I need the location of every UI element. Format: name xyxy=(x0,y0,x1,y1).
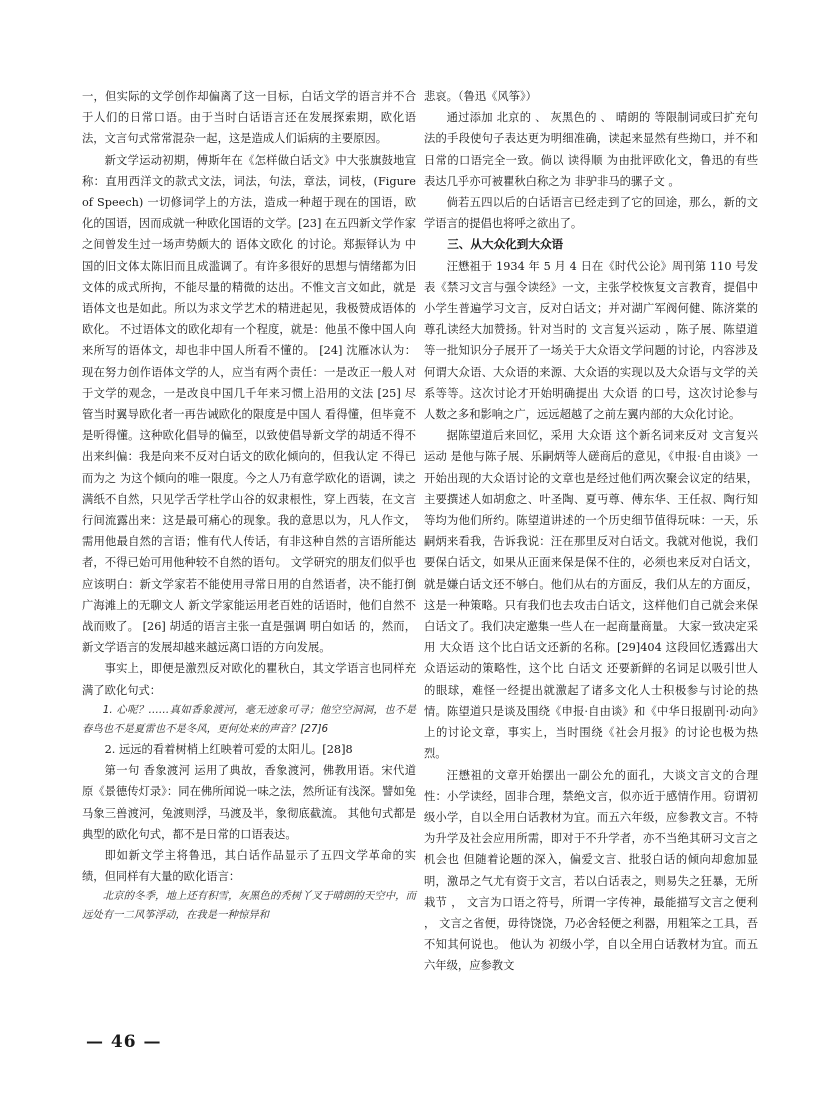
page-number: — 46 — xyxy=(86,1032,162,1052)
paragraph: 一，但实际的文学创作却偏离了这一目标，白话文学的语言并不合于人们的日常口语。由于当时白话语言还在发展探索期，欧化语法，文言句式常常混杂一起，这是造成人们诟病的主要原因。 xyxy=(82,90,416,146)
paragraph: 汪懋祖的文章开始摆出一副公允的面孔，大谈文言文的合理性：小学读经，固非合理，禁绝文言，似亦近于感情作用。窃谓初级小学，自以全用白话教材为宜。而五六年级，应参教文言。不特为升学及社会应用所需，即对于不升学者，亦不当绝其研习文言之机会也 但随着论题的深入，偏爱文言、批驳白话的倾向却愈加显明，激昂之气尤有资于文言，若以白话表之，则易失之狂暴，无所栽节 ， 文言为口语之符号，所谓一字传神，最能描写文言之便利 ， 文言之省便，毋待饶饶，乃必舍轻便之利器，用粗笨之工具，吾不知其何说也。 他认为 初级小学，自以全用白话教材为宜。而五六年级，应参教文 xyxy=(424,768,758,973)
paragraph: 倘若五四以后的白话语言已经走到了它的回途，那么，新的文学语言的提倡也将呼之欲出了。 xyxy=(424,196,758,231)
paragraph: 第一句 香象渡河 运用了典故，香象渡河，佛教用语。宋代道原《景德传灯录》：同在佛所闻说一味之法，然所证有浅深。譬如兔马象三兽渡河，兔渡则浮，马渡及半，象彻底截流。 其他句式都是典型的欧化句式，都不是日常的口语表达。 xyxy=(82,764,416,841)
paragraph: 新文学运动初期，傅斯年在《怎样做白话文》中大张旗鼓地宣称：直用西洋文的款式文法，词法，句法，章法，词枝，(Figure of Speech) 一切修词学上的方法，造成一种超于现在的国语，欧化的国语，因而成就一种欧化国语的文学。[23] 在五四新文学作家之间曾发生过一场声势颇大的 语体文欧化 的讨论。郑振铎认为 中国的旧文体太陈旧而且成滥调了。有许多很好的思想与情绪都为旧文体的成式所拘，不能尽量的精微的达出。不惟文言文如此，就是语体文也是如此。所以为求文学艺术的精进起见，我极赞成语体的欧化。 不过语体文的欧化却有一个程度，就是：他虽不像中国人向来所写的语体文，却也非中国人所看不懂的。 [24] 沈雁冰认为：现在努力创作语体文学的人，应当有两个责任：一是改正一般人对于文学的观念，一是改良中国几千年来习惯上沿用的文法 [25] 尽管当时翼导欧化者一再告诫欧化的限度是中国人 看得懂，但毕竟不是听得懂。这种欧化倡导的偏至，以致使倡导新文学的胡适不得不出来纠偏：我是向来不反对白话文的欧化倾向的，但我认定 不得已而为之 为这个倾向的唯一限度。今之人乃有意学欧化的语调，读之满纸不自然，只见学舌学杜学山谷的奴隶根性，穿上西装，在文言行间流露出来：这是最可痛心的现象。我的意思以为，凡人作文，需用他最自然的言语；惟有代人传话，有非这种自然的言语所能达者，不得已始可用他种较不自然的语句。 文学研究的朋友们似乎也应该明白：新文学家若不能使用寻常日用的自然语者，决不能打倒广海滩上的无聊文人 新文学家能运用老百姓的话语时，他们自然不战而败了。 [26] 胡适的语言主张一直是强调 明白如话 的，然而，新文学语言的发展却越来越远离口语的方向发展。 xyxy=(82,153,416,655)
quotation: 北京的冬季，地上还有积雪，灰黑色的秃树丫叉于晴朗的天空中，而远处有一二风筝浮动，在我是一种惊异和 xyxy=(82,890,416,922)
left-column xyxy=(82,86,416,925)
paragraph: 悲哀。（鲁迅《风筝》） xyxy=(424,90,537,103)
right-column xyxy=(424,86,758,977)
paragraph: 事实上，即便是激烈反对欧化的瞿秋白，其文学语言也同样充满了欧化句式： xyxy=(82,662,416,697)
section-heading: 三、从大众化到大众语 xyxy=(447,237,564,252)
paragraph: 2. 远远的看着树梢上红映着可爱的太阳儿。[28]8 xyxy=(104,742,353,756)
paragraph: 汪懋祖于 1934 年 5 月 4 日在《时代公论》周刊第 110 号发表《禁习文言与强令读经》一文，主张学校恢复文言教育，提倡中小学生普遍学习文言，反对白话文；并对湖广军阀何健、陈济棠的尊孔读经大加赞扬。针对当时的 文言复兴运动 ，陈子展、陈望道等一批知识分子展开了一场关于大众语文学问题的讨论，内容涉及何谓大众语、大众语的来源、大众语的实现以及大众语与文学的关系等等。这次讨论才开始明确提出 大众语 的口号，这次讨论参与人数之多和影响之广，远远超越了之前左翼内部的大众化讨论。 xyxy=(424,259,758,422)
paragraph: 据陈望道后来回忆，采用 大众语 这个新名词来反对 文言复兴运动 是他与陈子展、乐嗣炳等人磋商后的意见，《申报·自由谈》一开始出现的大众语讨论的文章也是经过他们两次聚会议定的结果，主要撰述人如胡愈之、叶圣陶、夏丏尊、傅东华、王任叔、陶行知等均为他们所约。陈望道讲述的一个历史细节值得玩味：一天，乐嗣炳来看我，告诉我说：汪在那里反对白话文。我就对他说，我们要保白话文，如果从正面来保是保不住的，必须也来反对白话文，就是嫌白话文还不够白。他们从右的方面反，我们从左的方面反，这是一种策略。只有我们也去攻击白话文，这样他们自己就会来保白话文了。我们决定邀集一些人在一起商量商量。 大家一致决定采用 大众语 这个比白话文还新的名称。[29]404 这段回忆透露出大众语运动的策略性，这个比 白话文 还要新鲜的名词足以吸引世人的眼球，难怪一经提出就激起了诸多文化人士积极参与讨论的热情。陈望道只是谈及围绕《申报·自由谈》和《中华日报剧刊·动向》上的讨论文章，事实上，当时围绕《社会月报》的讨论也极为热烈。 xyxy=(424,429,758,761)
quotation: 1. 心呢？……真如香象渡河，毫无迹象可寻；他空空洞洞，也不是春鸟也不是夏雷也不是冬风，更何处来的声音？[27]6 xyxy=(82,703,416,735)
paragraph: 通过添加 北京的 、 灰黑色的 、 晴朗的 等限制词或曰扩充句法的手段使句子表达更为明细准确，读起来显然有些拗口，并不和日常的口语完全一致。倘以 读得顺 为由批评欧化文，鲁迅的有些表达几乎亦可被瞿秋白称之为 非驴非马的骡子文 。 xyxy=(424,111,758,188)
paragraph: 即如新文学主将鲁迅，其白话作品显示了五四文学革命的实绩，但同样有大量的欧化语言： xyxy=(82,848,416,884)
